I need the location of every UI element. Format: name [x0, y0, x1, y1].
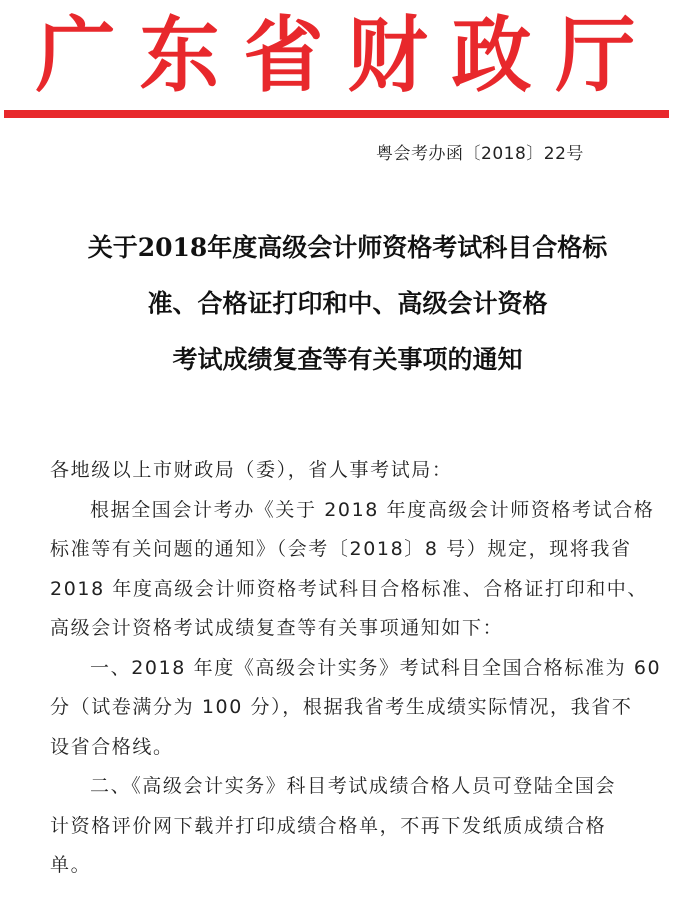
title-line-3: 考试成绩复查等有关事项的通知: [172, 345, 523, 374]
agency-header-title: 广东省财政厅: [35, 8, 660, 103]
header-red-rule: [4, 110, 669, 118]
item-2-line-2: 计资格评价网下载并打印成绩合格单，不再下发纸质成绩合格: [50, 814, 607, 837]
paragraph-intro-line-1: 根据全国会计考办《关于 2018 年度高级会计师资格考试合格: [90, 498, 655, 521]
title-line-1: 关于2018年度高级会计师资格考试科目合格标: [87, 233, 608, 262]
document-number: 粤会考办函〔2018〕22号: [376, 144, 584, 164]
item-2-line-1: 二、《高级会计实务》科目考试成绩合格人员可登陆全国会: [90, 775, 617, 797]
document-body: [50, 455, 662, 890]
item-1-line-3: 设省合格线。: [50, 735, 174, 758]
paragraph-intro-line-2: 标准等有关问题的通知》（会考〔2018〕8 号）规定，现将我省: [50, 538, 632, 560]
paragraph-intro-line-4: 高级会计资格考试成绩复查等有关事项通知如下：: [50, 617, 504, 639]
item-1-line-1: 一、2018 年度《高级会计实务》考试科目全国合格标准为 60: [90, 656, 662, 679]
salutation: 各地级以上市财政局（委），省人事考试局：: [50, 459, 453, 481]
title-line-2: 准、合格证打印和中、高级会计资格: [147, 289, 548, 318]
item-1-line-2: 分（试卷满分为 100 分），根据我省考生成绩实际情况，我省不: [50, 696, 633, 718]
item-2-line-3: 单。: [50, 854, 92, 876]
paragraph-intro-line-3: 2018 年度高级会计师资格考试科目合格标准、合格证打印和中、: [50, 577, 648, 600]
document-title: [20, 228, 675, 396]
